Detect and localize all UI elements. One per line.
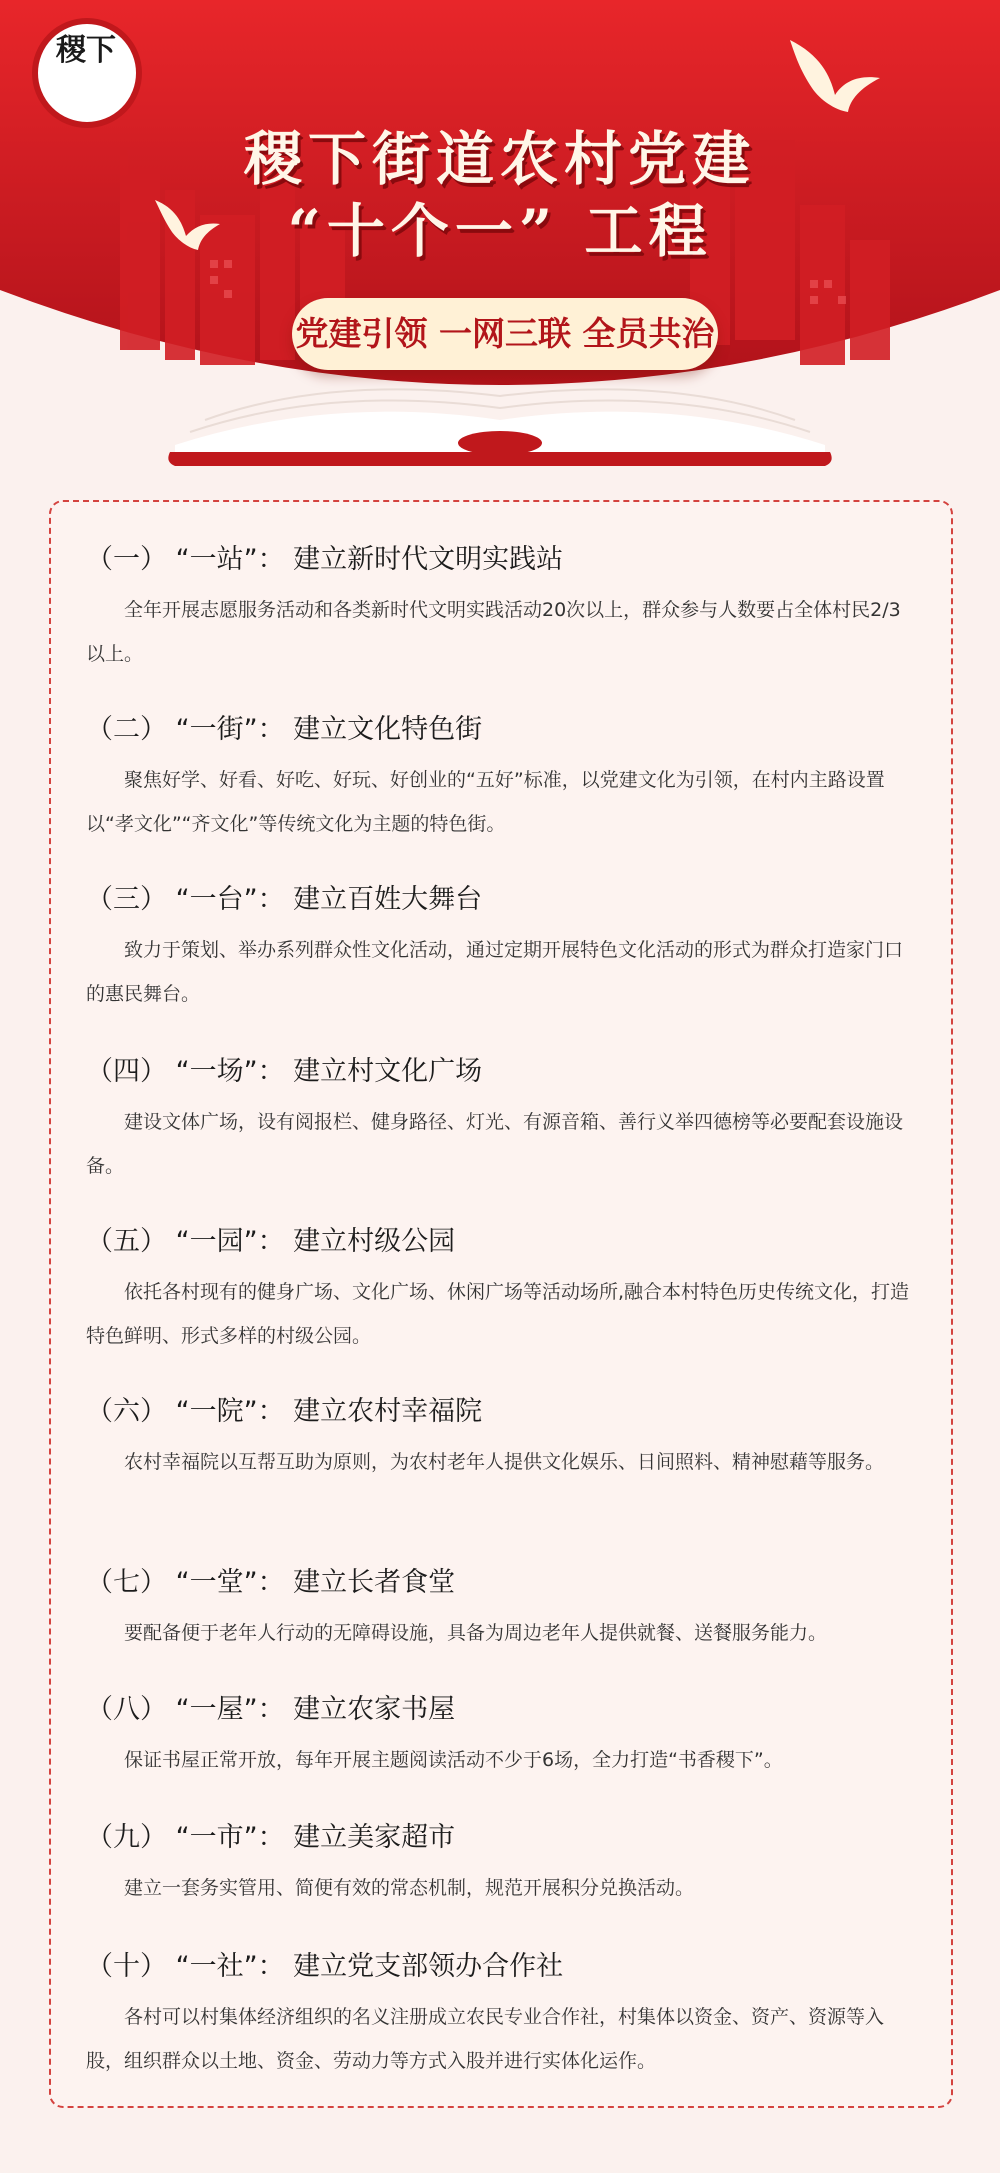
item-key: “一院”： <box>175 1396 285 1427</box>
item-number: （七） <box>86 1567 167 1598</box>
item-description: 要配备便于老年人行动的无障碍设施，具备为周边老年人提供就餐、送餐服务能力。 <box>124 1622 828 1644</box>
item-number: （八） <box>86 1694 167 1725</box>
item-heading <box>86 1818 916 1858</box>
item-number: （二） <box>86 714 167 745</box>
item-heading <box>86 880 916 920</box>
list-item <box>86 1947 916 2083</box>
item-description: 建立一套务实管用、简便有效的常态机制，规范开展积分兑换活动。 <box>124 1877 695 1899</box>
list-item <box>86 1690 916 1782</box>
item-description: 聚焦好学、好看、好吃、好玩、好创业的“五好”标准，以党建文化为引领，在村内主路设置以“孝文化”“齐文化”等传统文化为主题的特色街。 <box>86 769 885 835</box>
item-key: “一场”： <box>175 1056 285 1087</box>
list-item <box>86 1222 916 1358</box>
list-item <box>86 1392 916 1484</box>
open-book-graphic <box>168 389 831 466</box>
item-title: 建立农家书屋 <box>293 1694 456 1725</box>
item-title: 建立村文化广场 <box>293 1056 483 1087</box>
item-number: （十） <box>86 1951 167 1982</box>
item-key: “一台”： <box>175 884 285 915</box>
item-number: （三） <box>86 884 167 915</box>
list-item <box>86 540 916 676</box>
list-item <box>86 710 916 846</box>
page-title-line-1: 稷下街道农村党建 <box>243 125 756 193</box>
item-heading <box>86 1392 916 1432</box>
item-heading <box>86 1052 916 1092</box>
item-key: “一屋”： <box>175 1694 285 1725</box>
item-description: 农村幸福院以互帮互助为原则，为农村老年人提供文化娱乐、日间照料、精神慰藉等服务。 <box>124 1451 885 1473</box>
item-key: “一社”： <box>175 1951 285 1982</box>
item-title: 建立村级公园 <box>293 1226 456 1257</box>
item-title: 建立文化特色街 <box>293 714 483 745</box>
list-item <box>86 1818 916 1910</box>
item-key: “一站”： <box>175 544 285 575</box>
item-number: （九） <box>86 1822 167 1853</box>
item-key: “一市”： <box>175 1822 285 1853</box>
item-description: 保证书屋正常开放，每年开展主题阅读活动不少于6场，全力打造“书香稷下”。 <box>124 1749 783 1771</box>
item-heading <box>86 1947 916 1987</box>
item-number: （一） <box>86 544 167 575</box>
slogan-badge: 党建引领 一网三联 全员共治 <box>292 298 718 370</box>
item-heading <box>86 710 916 750</box>
item-title: 建立新时代文明实践站 <box>293 544 564 575</box>
item-description: 建设文体广场，设有阅报栏、健身路径、灯光、有源音箱、善行义举四德榜等必要配套设施设备。 <box>86 1111 904 1177</box>
item-title: 建立农村幸福院 <box>293 1396 483 1427</box>
list-item <box>86 1563 916 1655</box>
logo-text: 稷下 <box>56 33 116 68</box>
item-number: （六） <box>86 1396 167 1427</box>
item-heading <box>86 1690 916 1730</box>
item-key: “一园”： <box>175 1226 285 1257</box>
item-heading <box>86 540 916 580</box>
item-title: 建立长者食堂 <box>293 1567 456 1598</box>
item-heading <box>86 1222 916 1262</box>
item-heading <box>86 1563 916 1603</box>
item-description: 依托各村现有的健身广场、文化广场、休闲广场等活动场所,融合本村特色历史传统文化，打造特色鲜明、形式多样的村级公园。 <box>86 1281 910 1347</box>
item-title: 建立党支部领办合作社 <box>293 1951 564 1982</box>
page-title-line-2: “十个一” 工程 <box>287 197 713 265</box>
list-item <box>86 880 916 1016</box>
item-description: 各村可以村集体经济组织的名义注册成立农民专业合作社，村集体以资金、资产、资源等入股，组织群众以土地、资金、劳动力等方式入股并进行实体化运作。 <box>86 2006 885 2072</box>
item-key: “一堂”： <box>175 1567 285 1598</box>
item-title: 建立百姓大舞台 <box>293 884 483 915</box>
item-description: 全年开展志愿服务活动和各类新时代文明实践活动20次以上，群众参与人数要占全体村民2/3以上。 <box>86 599 901 665</box>
item-title: 建立美家超市 <box>293 1822 456 1853</box>
item-number: （五） <box>86 1226 167 1257</box>
item-key: “一街”： <box>175 714 285 745</box>
item-number: （四） <box>86 1056 167 1087</box>
list-item <box>86 1052 916 1188</box>
item-description: 致力于策划、举办系列群众性文化活动，通过定期开展特色文化活动的形式为群众打造家门口的惠民舞台。 <box>86 939 904 1005</box>
